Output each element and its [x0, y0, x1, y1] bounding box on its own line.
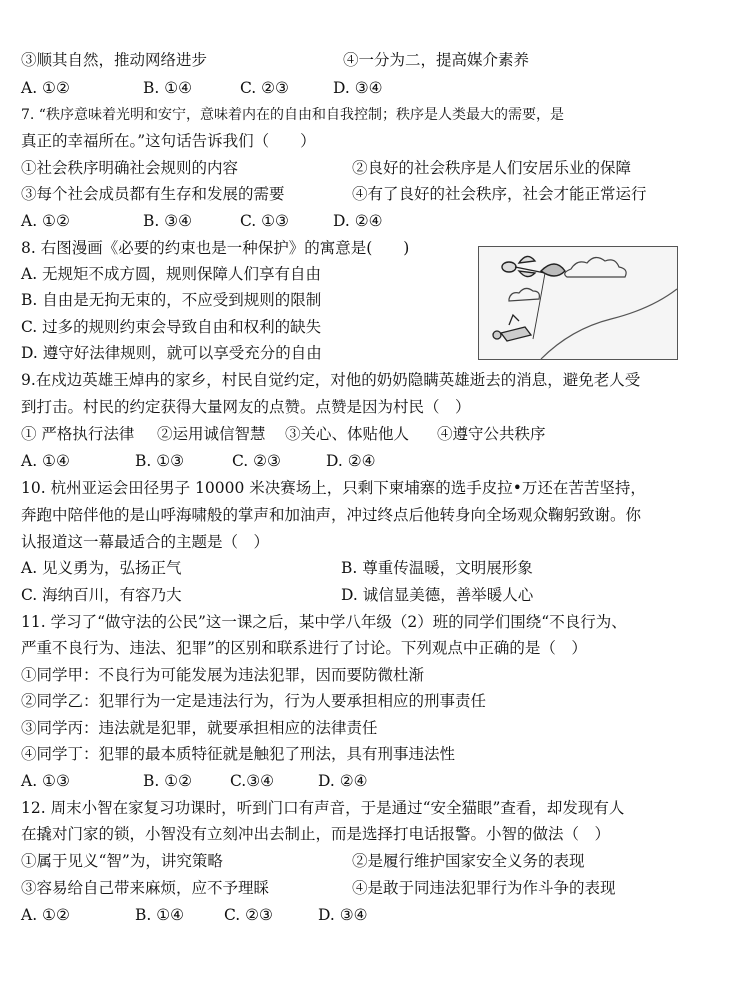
q10-option-d: D. 诚信显美德，善举暖人心	[341, 586, 534, 604]
q7-option-3: ③每个社会成员都有生存和发展的需要	[21, 185, 285, 203]
q7-stem-line1: 7. “秩序意味着光明和安宁，意味着内在的自由和自我控制；秩序是人类最大的需要，是	[21, 107, 564, 123]
q11-stem-line1: 11. 学习了“做守法的公民”这一课之后，某中学八年级（2）班的同学们围绕“不良行为、	[21, 613, 627, 631]
q10-stem-line1: 10. 杭州亚运会田径男子 10000 米决赛场上，只剩下柬埔寨的选手皮拉•万还在苦苦坚持，	[21, 479, 646, 497]
option-4: ④一分为二，提高媒介素养	[343, 51, 530, 69]
q9-answer-c: C. ②③	[232, 452, 281, 470]
q9-answer-d: D. ②④	[326, 452, 376, 470]
q7-answer-b: B. ③④	[143, 212, 193, 230]
q7-answer-a: A. ①②	[21, 212, 70, 230]
q9-stem-line1: 9.在戍边英雄王焯冉的家乡，村民自觉约定，对他的奶奶隐瞒英雄逝去的消息，避免老人受	[21, 371, 641, 389]
q11-option-4: ④同学丁：犯罪的最本质特征就是触犯了刑法，具有刑事违法性	[21, 745, 456, 763]
answer-d: D. ③④	[333, 79, 383, 97]
q11-stem-line2: 严重不良行为、违法、犯罪”的区别和联系进行了讨论。下列观点中正确的是（ ）	[21, 639, 587, 657]
q12-stem-line1: 12. 周末小智在家复习功课时，听到门口有声音，于是通过“安全猫眼”查看，却发现有人	[21, 799, 625, 817]
q7-option-4: ④有了良好的社会秩序，社会才能正常运行	[352, 185, 647, 203]
q9-answer-b: B. ①③	[135, 452, 185, 470]
q9-option-1: ① 严格执行法律	[21, 425, 135, 443]
q7-option-2: ②良好的社会秩序是人们安居乐业的保障	[352, 159, 632, 177]
q12-option-1: ①属于见义“智”为，讲究策略	[21, 852, 223, 870]
q12-answer-d: D. ③④	[318, 906, 368, 924]
q9-option-3: ③关心、体贴他人	[285, 425, 410, 443]
q9-stem-line2: 到打击。村民的约定获得大量网友的点赞。点赞是因为村民（ ）	[21, 398, 471, 416]
q12-answer-c: C. ②③	[224, 906, 273, 924]
q12-option-3: ③容易给自己带来麻烦，应不予理睬	[21, 879, 270, 897]
q8-option-b: B. 自由是无拘无束的，不应受到规则的限制	[21, 291, 322, 309]
q11-answer-b: B. ①②	[143, 772, 193, 790]
q8-stem: 8. 右图漫画《必要的约束也是一种保护》的寓意是( )	[21, 239, 410, 257]
q10-option-c: C. 海纳百川，有容乃大	[21, 586, 182, 604]
q10-stem-line3: 认报道这一幕最适合的主题是（ ）	[21, 533, 270, 551]
q12-option-2: ②是履行维护国家安全义务的表现	[352, 852, 585, 870]
q8-option-a: A. 无规矩不成方圆，规则保障人们享有自由	[21, 265, 322, 283]
q11-answer-c: C.③④	[230, 772, 275, 790]
answer-b: B. ①④	[143, 79, 193, 97]
q9-answer-a: A. ①④	[21, 452, 70, 470]
option-3: ③顺其自然，推动网络进步	[21, 51, 208, 69]
answer-c: C. ②③	[240, 79, 289, 97]
q11-answer-d: D. ②④	[318, 772, 368, 790]
q10-stem-line2: 奔跑中陪伴他的是山呼海啸般的掌声和加油声，冲过终点后他转身向全场观众鞠躬致谢。你	[21, 506, 642, 524]
q7-answer-c: C. ①③	[240, 212, 289, 230]
q12-option-4: ④是敢于同违法犯罪行为作斗争的表现	[352, 879, 616, 897]
q9-option-2: ②运用诚信智慧	[157, 425, 266, 443]
kite-cartoon-image	[478, 246, 678, 360]
q12-answer-a: A. ①②	[21, 906, 70, 924]
q12-stem-line2: 在撬对门家的锁，小智没有立刻冲出去制止，而是选择打电话报警。小智的做法（ ）	[21, 825, 611, 843]
q8-option-c: C. 过多的规则约束会导致自由和权利的缺失	[21, 318, 322, 336]
q10-option-b: B. 尊重传温暖，文明展形象	[341, 559, 533, 577]
answer-a: A. ①②	[21, 79, 70, 97]
q8-option-d: D. 遵守好法律规则，就可以享受充分的自由	[21, 344, 322, 362]
q11-option-1: ①同学甲：不良行为可能发展为违法犯罪，因而要防微杜渐	[21, 666, 425, 684]
q11-option-3: ③同学丙：违法就是犯罪，就要承担相应的法律责任	[21, 719, 378, 737]
q7-option-1: ①社会秩序明确社会规则的内容	[21, 159, 239, 177]
q11-option-2: ②同学乙：犯罪行为一定是违法行为，行为人要承担相应的刑事责任	[21, 692, 487, 710]
q12-answer-b: B. ①④	[135, 906, 185, 924]
q11-answer-a: A. ①③	[21, 772, 70, 790]
q9-option-4: ④遵守公共秩序	[437, 425, 546, 443]
q10-option-a: A. 见义勇为，弘扬正气	[21, 559, 182, 577]
q7-stem-line2: 真正的幸福所在。”这句话告诉我们（ ）	[21, 132, 316, 150]
q7-answer-d: D. ②④	[333, 212, 383, 230]
